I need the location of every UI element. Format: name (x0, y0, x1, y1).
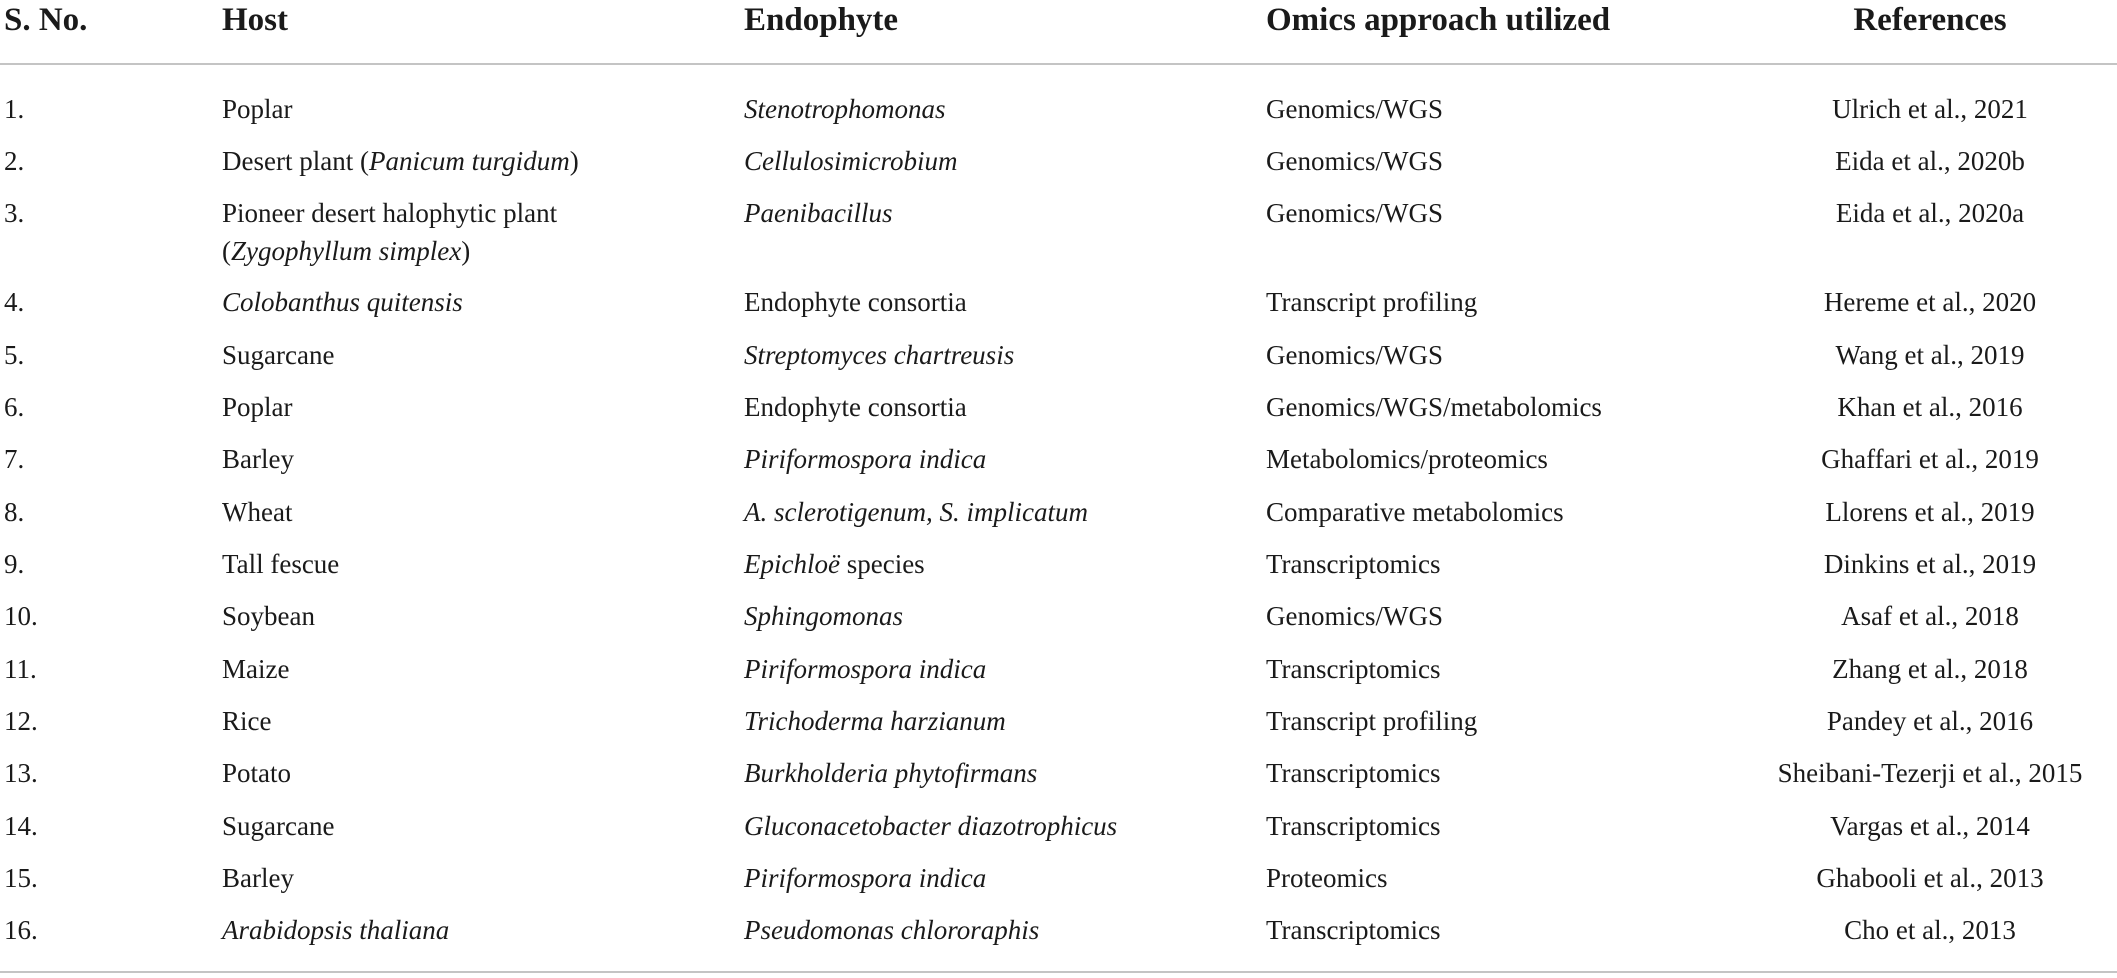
endophyte-italic: Sphingomonas (744, 601, 904, 631)
cell-omics: Genomics/WGS (1266, 340, 1443, 370)
cell-reference: Zhang et al., 2018 (1832, 654, 2028, 684)
cell-host (222, 911, 449, 949)
cell-omics: Transcriptomics (1266, 915, 1441, 945)
cell-reference: Dinkins et al., 2019 (1823, 549, 2037, 579)
endophyte-italic: Burkholderia phytofirmans (744, 758, 1038, 788)
endophyte-italic: Piriformospora indica (744, 444, 987, 474)
cell-sno: 7. (4, 444, 25, 474)
cell-reference: Hereme et al., 2020 (1823, 287, 2037, 317)
host-italic: Arabidopsis thaliana (222, 915, 450, 945)
cell-endophyte (744, 493, 1088, 531)
host-text: Desert plant ( (222, 146, 369, 176)
host-text: Potato (222, 758, 292, 788)
cell-host (222, 859, 294, 897)
cell-reference: Eida et al., 2020a (1835, 198, 2025, 228)
header-host: Host (222, 2, 288, 38)
cell-sno: 8. (4, 497, 25, 527)
cell-endophyte (744, 142, 958, 180)
cell-sno: 3. (4, 198, 25, 228)
header-endophyte: Endophyte (744, 2, 899, 38)
cell-omics: Genomics/WGS (1266, 601, 1443, 631)
cell-omics: Genomics/WGS (1266, 146, 1443, 176)
endophyte-italic: Piriformospora indica (744, 863, 987, 893)
cell-endophyte (744, 545, 925, 583)
header-omics: Omics approach utilized (1266, 2, 1611, 38)
host-line2-text-after: ) (461, 236, 471, 266)
cell-reference: Ulrich et al., 2021 (1832, 94, 2028, 124)
cell-omics: Transcriptomics (1266, 811, 1441, 841)
cell-omics: Transcriptomics (1266, 654, 1441, 684)
cell-host (222, 493, 292, 531)
header-references: References (1853, 2, 2007, 38)
endophyte-italic: Epichloë (744, 549, 840, 579)
endophyte-italic: Trichoderma harzianum (744, 706, 1006, 736)
cell-reference: Vargas et al., 2014 (1830, 811, 2030, 841)
cell-endophyte (744, 283, 967, 321)
header-divider (0, 63, 2117, 65)
cell-endophyte (744, 754, 1037, 792)
cell-omics: Genomics/WGS (1266, 94, 1443, 124)
cell-omics: Genomics/WGS (1266, 198, 1443, 228)
cell-sno: 11. (4, 654, 37, 684)
cell-sno: 4. (4, 287, 25, 317)
cell-endophyte (744, 440, 986, 478)
host-text: Sugarcane (222, 340, 335, 370)
endophyte-text: species (839, 549, 925, 579)
cell-endophyte (744, 911, 1039, 949)
cell-host (222, 702, 271, 740)
host-text: Rice (222, 706, 272, 736)
cell-host (222, 597, 315, 635)
cell-sno: 12. (4, 706, 38, 736)
cell-host (222, 336, 334, 374)
cell-omics: Genomics/WGS/metabolomics (1266, 392, 1602, 422)
cell-host (222, 283, 463, 321)
host-text: Barley (222, 863, 294, 893)
cell-endophyte (744, 597, 903, 635)
host-text-after: ) (569, 146, 579, 176)
host-text: Sugarcane (222, 811, 335, 841)
cell-sno: 9. (4, 549, 25, 579)
endophyte-italic: Piriformospora indica (744, 654, 987, 684)
cell-reference: Wang et al., 2019 (1835, 340, 2025, 370)
endophyte-italic: Streptomyces chartreusis (744, 340, 1015, 370)
host-text: Poplar (222, 392, 293, 422)
host-italic: Panicum turgidum (368, 146, 570, 176)
cell-sno: 2. (4, 146, 25, 176)
cell-sno: 1. (4, 94, 25, 124)
cell-omics: Transcriptomics (1266, 549, 1441, 579)
endophyte-italic: Paenibacillus (744, 198, 893, 228)
cell-reference: Asaf et al., 2018 (1841, 601, 2019, 631)
cell-host (222, 142, 579, 180)
host-line2-text: ( (222, 236, 231, 266)
host-text: Soybean (222, 601, 315, 631)
cell-omics: Comparative metabolomics (1266, 497, 1564, 527)
cell-reference: Cho et al., 2013 (1844, 915, 2016, 945)
cell-reference: Ghabooli et al., 2013 (1816, 863, 2044, 893)
host-text: Maize (222, 654, 290, 684)
table-bottom-rule (0, 971, 2117, 973)
host-text: Pioneer desert halophytic plant (222, 198, 558, 228)
table-header (0, 0, 2117, 64)
endophyte-italic: Pseudomonas chlororaphis (744, 915, 1040, 945)
host-text: Tall fescue (222, 549, 340, 579)
endophyte-text: Endophyte consortia (744, 392, 967, 422)
cell-host (222, 440, 294, 478)
cell-host (222, 388, 293, 426)
cell-sno: 6. (4, 392, 25, 422)
cell-sno: 5. (4, 340, 25, 370)
cell-sno: 16. (4, 915, 38, 945)
cell-omics: Transcriptomics (1266, 758, 1441, 788)
cell-host (222, 90, 293, 128)
cell-reference: Khan et al., 2016 (1837, 392, 2023, 422)
endophyte-italic: Gluconacetobacter diazotrophicus (744, 811, 1118, 841)
cell-endophyte (744, 194, 892, 232)
cell-omics: Transcript profiling (1266, 287, 1478, 317)
cell-sno: 13. (4, 758, 38, 788)
cell-omics: Metabolomics/proteomics (1266, 444, 1548, 474)
cell-endophyte (744, 859, 986, 897)
cell-endophyte (744, 650, 986, 688)
cell-reference: Ghaffari et al., 2019 (1821, 444, 2039, 474)
host-text: Barley (222, 444, 294, 474)
host-line2-italic: Zygophyllum simplex (231, 236, 462, 266)
cell-host (222, 807, 334, 845)
cell-endophyte (744, 702, 1006, 740)
cell-host (222, 650, 289, 688)
endophyte-italic: A. sclerotigenum, S. implicatum (744, 497, 1088, 527)
cell-endophyte (744, 807, 1117, 845)
cell-sno: 14. (4, 811, 38, 841)
cell-omics: Transcript profiling (1266, 706, 1478, 736)
cell-host (222, 545, 339, 583)
endophyte-italic: Stenotrophomonas (744, 94, 946, 124)
endophyte-italic: Cellulosimicrobium (744, 146, 958, 176)
host-italic: Colobanthus quitensis (222, 287, 463, 317)
cell-endophyte (744, 90, 946, 128)
cell-endophyte (744, 336, 1014, 374)
cell-sno: 15. (4, 863, 38, 893)
cell-host (222, 754, 291, 792)
cell-reference: Eida et al., 2020b (1835, 146, 2025, 176)
cell-reference: Pandey et al., 2016 (1826, 706, 2034, 736)
cell-host (222, 194, 557, 270)
cell-reference: Sheibani-Tezerji et al., 2015 (1777, 758, 2083, 788)
host-text: Poplar (222, 94, 293, 124)
host-text: Wheat (222, 497, 293, 527)
cell-reference: Llorens et al., 2019 (1825, 497, 2035, 527)
cell-omics: Proteomics (1266, 863, 1388, 893)
cell-endophyte (744, 388, 967, 426)
header-sno: S. No. (4, 2, 88, 38)
cell-sno: 10. (4, 601, 38, 631)
endophyte-text: Endophyte consortia (744, 287, 967, 317)
